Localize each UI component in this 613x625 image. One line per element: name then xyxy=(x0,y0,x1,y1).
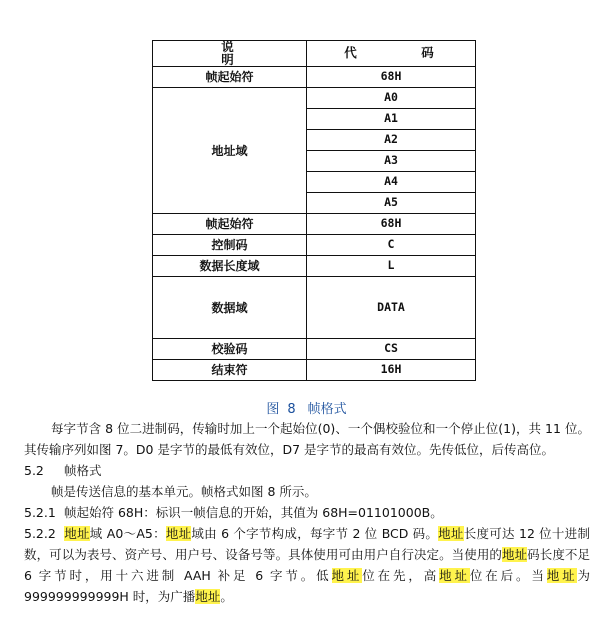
highlight-term: 地址 xyxy=(546,568,578,583)
paragraph-frame-unit: 帧是传送信息的基本单元。帧格式如图 8 所示。 xyxy=(51,484,317,499)
table-row xyxy=(153,67,476,88)
field-code-cell: C xyxy=(307,235,476,256)
text-run: 域由 6 个字节构成，每字节 2 位 BCD 码。 xyxy=(191,526,439,541)
section-heading-5-2 xyxy=(24,460,590,481)
field-code-cell: A2 xyxy=(307,130,476,151)
header-code: 代 码 xyxy=(307,41,476,67)
field-name-cell: 帧起始符 xyxy=(153,214,307,235)
frame-format-table xyxy=(152,40,476,381)
table-row xyxy=(153,360,476,381)
table-row xyxy=(153,339,476,360)
table-row xyxy=(153,214,476,235)
highlight-term: 地址 xyxy=(501,547,528,562)
highlight-term: 地址 xyxy=(331,568,363,583)
table-row xyxy=(153,277,476,339)
header-description: 说 明 xyxy=(153,41,307,67)
section-5-2-1 xyxy=(24,502,590,523)
highlight-term: 地址 xyxy=(438,526,464,541)
caption-prefix: 图 xyxy=(266,402,280,417)
text-run: 码长度不足 6 字节时，用十六进制 AAH 补足 6 字节。低 xyxy=(24,547,590,583)
caption-title: 帧格式 xyxy=(307,402,347,417)
paragraph-byte-format: 每字节含 8 位二进制码，传输时加上一个起始位(0)、一个偶校验位和一个停止位(1)，共 11 位。其传输序列如图 7。D0 是字节的最低有效位，D7 是字节的最高有效位。先传低位，后传高位。 xyxy=(24,421,590,457)
field-name-cell: 控制码 xyxy=(153,235,307,256)
field-code-cell: A1 xyxy=(307,109,476,130)
field-code-cell: A3 xyxy=(307,151,476,172)
text-run: 长度可达 12 位十进制数，可以为表号、资产号、用户号、设备号等。具体使用可由用户自行决定。当使用的 xyxy=(24,526,590,562)
section-title: 帧格式 xyxy=(64,463,102,478)
table-row xyxy=(153,256,476,277)
highlight-term: 地址 xyxy=(165,526,192,541)
body-text xyxy=(24,418,590,607)
table-row xyxy=(153,235,476,256)
section-number: 5.2.2 xyxy=(24,526,56,541)
field-code-cell: A5 xyxy=(307,193,476,214)
text-run: 。 xyxy=(220,589,233,604)
field-name-cell: 帧起始符 xyxy=(153,67,307,88)
highlight-term: 地址 xyxy=(64,526,90,541)
highlight-term: 地址 xyxy=(195,589,221,604)
field-code-cell: DATA xyxy=(307,277,476,339)
caption-number: 8 xyxy=(287,402,296,417)
section-text: 帧起始符 68H：标识一帧信息的开始，其值为 68H=01101000B。 xyxy=(64,505,443,520)
field-code-cell: CS xyxy=(307,339,476,360)
text-run: 为 999999999999H 时，为广播 xyxy=(24,568,590,604)
field-name-cell: 数据域 xyxy=(153,277,307,339)
text-run: 域 A0～A5： xyxy=(89,526,166,541)
field-code-cell: L xyxy=(307,256,476,277)
field-name-cell: 数据长度域 xyxy=(153,256,307,277)
field-name-cell: 结束符 xyxy=(153,360,307,381)
field-code-cell: A4 xyxy=(307,172,476,193)
section-5-2-2 xyxy=(24,523,590,607)
table-row xyxy=(153,88,476,109)
field-name-cell: 校验码 xyxy=(153,339,307,360)
text-run: 位在后。当 xyxy=(469,568,547,583)
figure-caption xyxy=(0,398,613,417)
section-number: 5.2.1 xyxy=(24,505,56,520)
text-run: 位在先，高 xyxy=(362,568,440,583)
field-code-cell: 16H xyxy=(307,360,476,381)
section-number: 5.2 xyxy=(24,463,44,478)
highlight-term: 地址 xyxy=(439,568,470,583)
field-code-cell: 68H xyxy=(307,67,476,88)
field-code-cell: 68H xyxy=(307,214,476,235)
field-name-cell: 地址域 xyxy=(153,88,307,214)
field-code-cell: A0 xyxy=(307,88,476,109)
